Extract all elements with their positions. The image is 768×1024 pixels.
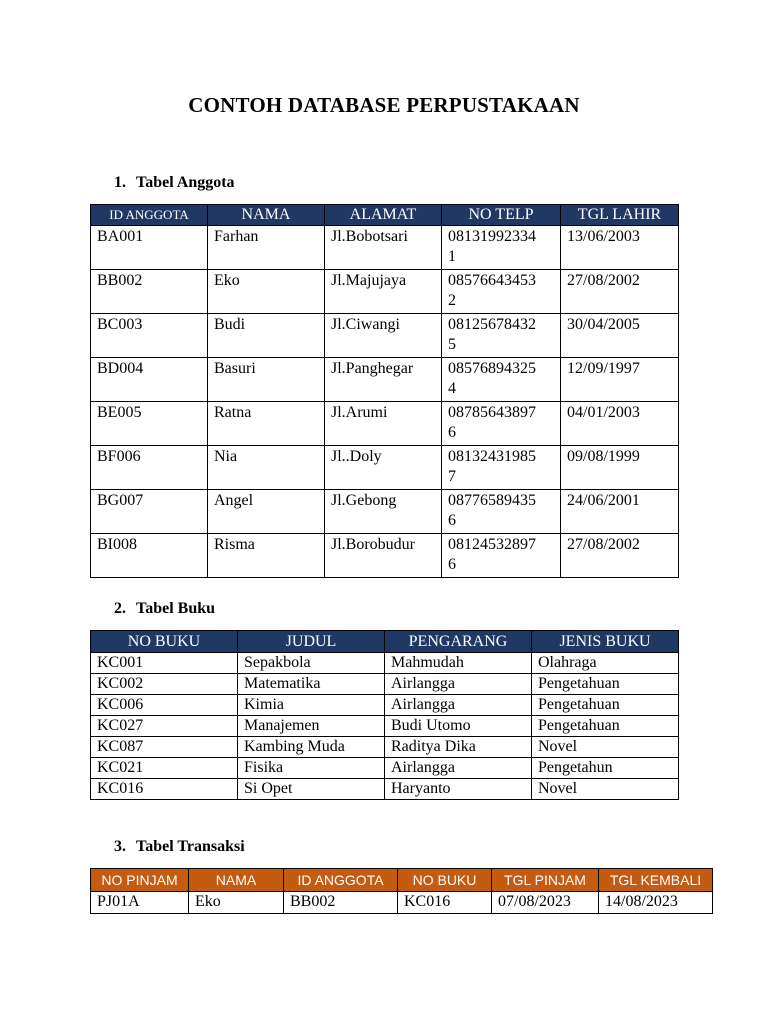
id-anggota-cell: BC003 <box>91 314 208 358</box>
section-title-buku <box>114 600 215 618</box>
table-row <box>91 226 679 270</box>
tgl-pinjam-cell: 07/08/2023 <box>492 892 599 914</box>
jenis-buku-cell: Novel <box>532 737 679 758</box>
id-anggota-cell: BG007 <box>91 490 208 534</box>
column-header-nama: NAMA <box>189 869 284 892</box>
jenis-buku-cell: Pengetahuan <box>532 674 679 695</box>
tgl-lahir-cell: 27/08/2002 <box>561 534 679 578</box>
no-telp-cell: 08785643897 6 <box>442 402 561 446</box>
jenis-buku-cell: Pengetahuan <box>532 716 679 737</box>
tgl-lahir-cell: 24/06/2001 <box>561 490 679 534</box>
nama-cell: Eko <box>208 270 325 314</box>
jenis-buku-cell: Pengetahuan <box>532 695 679 716</box>
table-row <box>91 270 679 314</box>
tgl-lahir-cell: 04/01/2003 <box>561 402 679 446</box>
judul-cell: Kambing Muda <box>238 737 385 758</box>
judul-cell: Matematika <box>238 674 385 695</box>
id-anggota-cell: BD004 <box>91 358 208 402</box>
nama-cell: Eko <box>189 892 284 914</box>
tgl-lahir-cell: 27/08/2002 <box>561 270 679 314</box>
no-telp-cell: 08125678432 5 <box>442 314 561 358</box>
no-telp-cell: 08576643453 2 <box>442 270 561 314</box>
table-row <box>91 534 679 578</box>
column-header-judul: JUDUL <box>238 631 385 653</box>
no-buku-cell: KC087 <box>91 737 238 758</box>
nama-cell: Budi <box>208 314 325 358</box>
nama-cell: Nia <box>208 446 325 490</box>
section-number: 2. <box>114 600 126 617</box>
tgl-kembali-cell: 14/08/2023 <box>599 892 713 914</box>
column-header-no-telp: NO TELP <box>442 205 561 226</box>
table-row <box>91 490 679 534</box>
judul-cell: Fisika <box>238 758 385 779</box>
table-row <box>91 779 679 800</box>
table-row <box>91 653 679 674</box>
jenis-buku-cell: Pengetahun <box>532 758 679 779</box>
id-anggota-cell: BA001 <box>91 226 208 270</box>
pengarang-cell: Raditya Dika <box>385 737 532 758</box>
section-title-transaksi <box>114 838 245 856</box>
table-row <box>91 674 679 695</box>
tgl-lahir-cell: 09/08/1999 <box>561 446 679 490</box>
alamat-cell: Jl.Arumi <box>325 402 442 446</box>
column-header-pengarang: PENGARANG <box>385 631 532 653</box>
column-header-jenis-buku: JENIS BUKU <box>532 631 679 653</box>
section-number: 3. <box>114 838 126 855</box>
pengarang-cell: Airlangga <box>385 695 532 716</box>
id-anggota-cell: BI008 <box>91 534 208 578</box>
alamat-cell: Jl.Borobudur <box>325 534 442 578</box>
alamat-cell: Jl..Doly <box>325 446 442 490</box>
alamat-cell: Jl.Bobotsari <box>325 226 442 270</box>
page-title: CONTOH DATABASE PERPUSTAKAAN <box>188 93 580 117</box>
column-header-id-anggota: ID ANGGOTA <box>91 205 208 226</box>
id-anggota-cell: BE005 <box>91 402 208 446</box>
column-header-no-buku: NO BUKU <box>398 869 492 892</box>
no-buku-cell: KC001 <box>91 653 238 674</box>
table-row <box>91 314 679 358</box>
judul-cell: Kimia <box>238 695 385 716</box>
no-telp-cell: 08131992334 1 <box>442 226 561 270</box>
table-row <box>91 716 679 737</box>
id-anggota-cell: BB002 <box>91 270 208 314</box>
no-buku-cell: KC006 <box>91 695 238 716</box>
nama-cell: Basuri <box>208 358 325 402</box>
no-buku-cell: KC021 <box>91 758 238 779</box>
column-header-no-buku: NO BUKU <box>91 631 238 653</box>
judul-cell: Manajemen <box>238 716 385 737</box>
no-telp-cell: 08776589435 6 <box>442 490 561 534</box>
column-header-alamat: ALAMAT <box>325 205 442 226</box>
pengarang-cell: Airlangga <box>385 758 532 779</box>
column-header-tgl-pinjam: TGL PINJAM <box>492 869 599 892</box>
no-buku-cell: KC002 <box>91 674 238 695</box>
buku-table <box>90 630 679 800</box>
column-header-tgl-kembali: TGL KEMBALI <box>599 869 713 892</box>
pengarang-cell: Haryanto <box>385 779 532 800</box>
column-header-no-pinjam: NO PINJAM <box>91 869 189 892</box>
alamat-cell: Jl.Majujaya <box>325 270 442 314</box>
table-row <box>91 402 679 446</box>
section-number: 1. <box>114 174 126 191</box>
transaksi-table <box>90 868 713 914</box>
column-header-tgl-lahir: TGL LAHIR <box>561 205 679 226</box>
no-pinjam-cell: PJ01A <box>91 892 189 914</box>
no-telp-cell: 08132431985 7 <box>442 446 561 490</box>
nama-cell: Farhan <box>208 226 325 270</box>
table-header-row <box>91 869 713 892</box>
pengarang-cell: Airlangga <box>385 674 532 695</box>
table-row <box>91 737 679 758</box>
no-telp-cell: 08124532897 6 <box>442 534 561 578</box>
no-telp-cell: 08576894325 4 <box>442 358 561 402</box>
no-buku-cell: KC016 <box>398 892 492 914</box>
no-buku-cell: KC016 <box>91 779 238 800</box>
section-label: Tabel Buku <box>136 600 216 617</box>
table-row <box>91 892 713 914</box>
table-row <box>91 446 679 490</box>
section-label: Tabel Transaksi <box>136 838 245 855</box>
nama-cell: Angel <box>208 490 325 534</box>
table-row <box>91 695 679 716</box>
pengarang-cell: Budi Utomo <box>385 716 532 737</box>
section-label: Tabel Anggota <box>136 174 235 191</box>
tgl-lahir-cell: 12/09/1997 <box>561 358 679 402</box>
judul-cell: Si Opet <box>238 779 385 800</box>
alamat-cell: Jl.Gebong <box>325 490 442 534</box>
anggota-table <box>90 204 679 578</box>
no-buku-cell: KC027 <box>91 716 238 737</box>
id-anggota-cell: BB002 <box>284 892 398 914</box>
jenis-buku-cell: Novel <box>532 779 679 800</box>
tgl-lahir-cell: 30/04/2005 <box>561 314 679 358</box>
id-anggota-cell: BF006 <box>91 446 208 490</box>
nama-cell: Risma <box>208 534 325 578</box>
alamat-cell: Jl.Ciwangi <box>325 314 442 358</box>
table-header-row <box>91 631 679 653</box>
column-header-nama: NAMA <box>208 205 325 226</box>
nama-cell: Ratna <box>208 402 325 446</box>
section-title-anggota <box>114 174 235 192</box>
alamat-cell: Jl.Panghegar <box>325 358 442 402</box>
column-header-id-anggota: ID ANGGOTA <box>284 869 398 892</box>
judul-cell: Sepakbola <box>238 653 385 674</box>
table-row <box>91 358 679 402</box>
pengarang-cell: Mahmudah <box>385 653 532 674</box>
table-header-row <box>91 205 679 226</box>
jenis-buku-cell: Olahraga <box>532 653 679 674</box>
tgl-lahir-cell: 13/06/2003 <box>561 226 679 270</box>
table-row <box>91 758 679 779</box>
